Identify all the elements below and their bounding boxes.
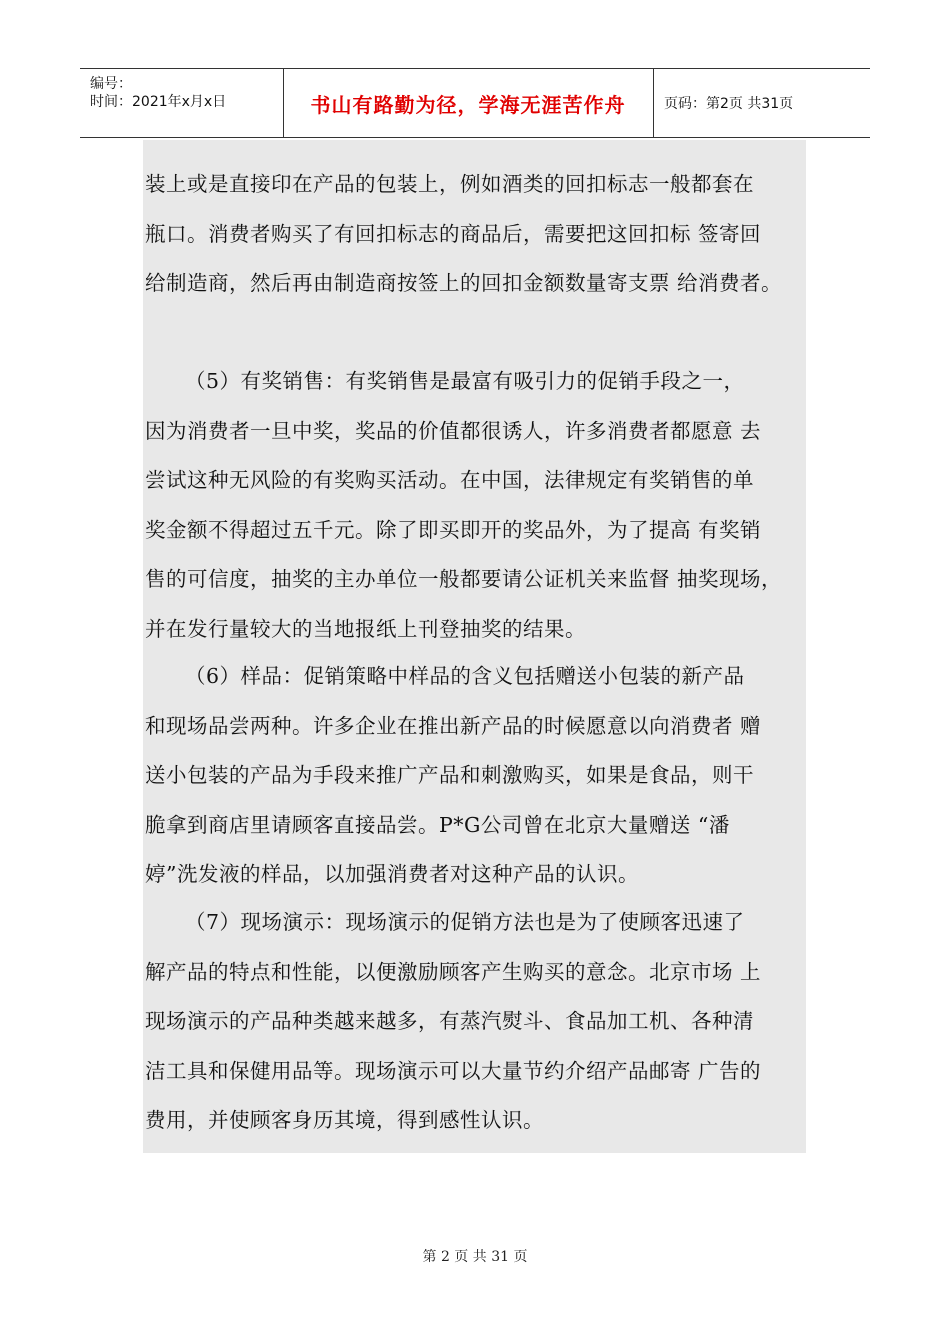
text-line: 解产品的特点和性能，以便激励顾客产生购买的意念。北京市场 上 [145, 959, 762, 984]
text-line: 送小包装的产品为手段来推广产品和刺激购买，如果是食品，则干 [145, 763, 754, 787]
text-line: 和现场品尝两种。许多企业在推出新产品的时候愿意以向消费者 赠 [145, 713, 762, 738]
page-header [80, 68, 870, 138]
paragraph-samples [145, 652, 815, 900]
text-line: （7）现场演示：现场演示的促销方法也是为了使顾客迅速了 [185, 910, 745, 934]
text-line: （5）有奖销售：有奖销售是最富有吸引力的促销手段之一， [185, 369, 745, 393]
page-footer: 第 2 页 共 31 页 [422, 1249, 528, 1265]
text-line: 现场演示的产品种类越来越多，有蒸汽熨斗、食品加工机、各种清 [145, 1009, 754, 1033]
text-line: 售的可信度，抽奖的主办单位一般都要请公证机关来监督 抽奖现场， [145, 567, 783, 591]
header-meta-cell [80, 69, 284, 137]
text-line: 尝试这种无风险的有奖购买活动。在中国，法律规定有奖销售的单 [145, 468, 754, 492]
text-line: 瓶口。消费者购买了有回扣标志的商品后，需要把这回扣标 签寄回 [145, 221, 762, 246]
text-line: 脆拿到商店里请顾客直接品尝。P*G公司曾在北京大量赠送 “潘 [145, 812, 730, 837]
number-label: 编号： [90, 76, 132, 92]
text-line: 洁工具和保健用品等。现场演示可以大量节约介绍产品邮寄 广告的 [145, 1058, 762, 1083]
paragraph-rebate-continued [145, 160, 815, 309]
paragraph-prize-sales [145, 357, 815, 654]
text-line: 婷”洗发液的样品，以加强消费者对这种产品的认识。 [145, 862, 639, 886]
date-label: 时间：2021年x月x日 [90, 94, 227, 110]
text-line: 因为消费者一旦中奖，奖品的价值都很诱人，许多消费者都愿意 去 [145, 418, 762, 443]
text-line: 装上或是直接印在产品的包装上，例如酒类的回扣标志一般都套在 [145, 172, 754, 196]
page-info: 页码：第2页 共31页 [664, 96, 794, 112]
text-line: 奖金额不得超过五千元。除了即买即开的奖品外，为了提高 有奖销 [145, 517, 762, 542]
header-page-cell [654, 69, 870, 137]
motto-text: 书山有路勤为径，学海无涯苦作舟 [310, 92, 626, 117]
text-line: （6）样品：促销策略中样品的含义包括赠送小包装的新产品 [185, 664, 745, 688]
text-line: 费用，并使顾客身历其境，得到感性认识。 [145, 1108, 544, 1132]
paragraph-demonstration [145, 898, 815, 1146]
document-body [143, 140, 806, 1153]
text-line: 给制造商，然后再由制造商按签上的回扣金额数量寄支票 给消费者。 [145, 271, 783, 295]
text-line: 并在发行量较大的当地报纸上刊登抽奖的结果。 [145, 616, 586, 641]
header-motto-cell [283, 69, 654, 137]
